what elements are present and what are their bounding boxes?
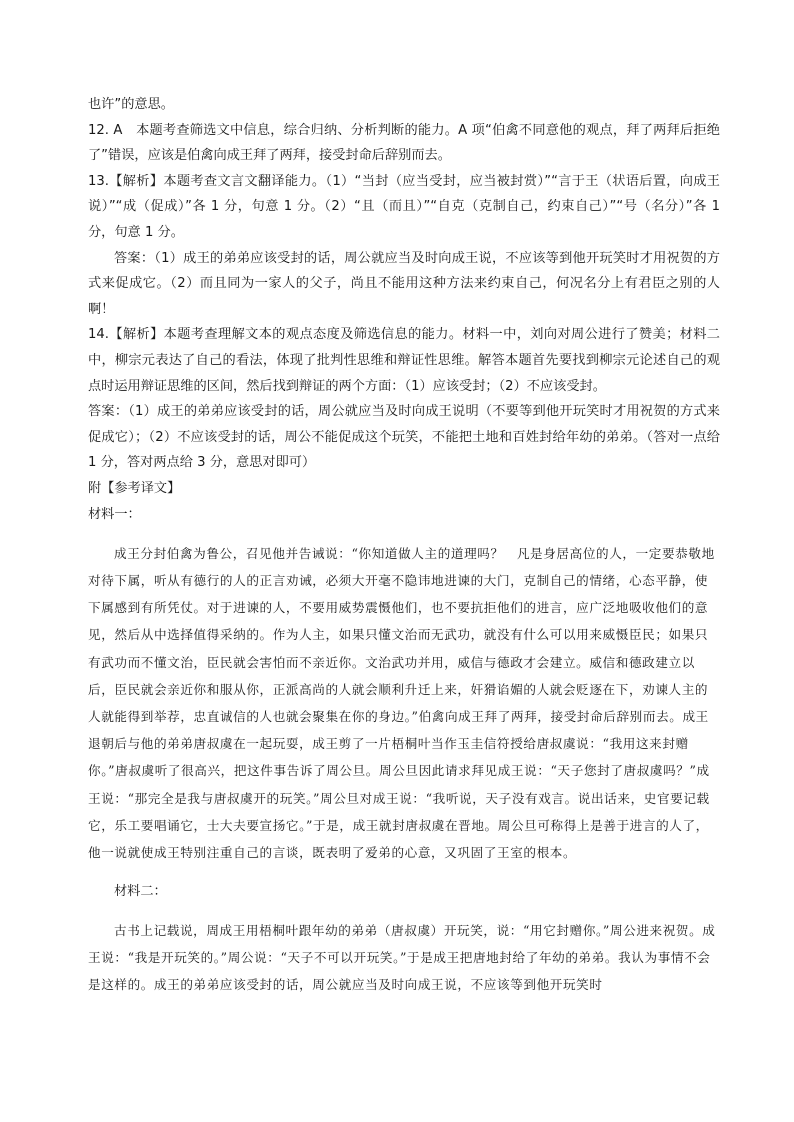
question-13-analysis: 13.【解析】本题考查文言文翻译能力。（1）“当封（应当受封，应当被封赏）”“言于王（状语后置，向成王说）”“成（促成）”各 1 分，句意 1 分。（2）“且（而且）”“自克（克制自己，约束自己）”“号（名分）”各 1 分，句意 1 分。 (88, 173, 720, 240)
document-page (88, 92, 720, 1011)
material-one-label: 材料一： (88, 506, 141, 522)
question-12-answer: 12. A 本题考查筛选文中信息，综合归纳、分析判断的能力。A 项“伯禽不同意他的观点，拜了两拜后拒绝了”错误，应该是伯禽向成王拜了两拜，接受封命后辞别而去。 (88, 122, 720, 164)
question-13-answer: 答案：（1）成王的弟弟应该受封的话，周公就应当及时向成王说，不应该等到他开玩笑时才用祝贺的方式来促成它。（2）而且同为一家人的父子，尚且不能用这种方法来约束自己，何况名分上有君臣之别的人啊！ (88, 250, 720, 317)
material-two-translation: 古书上记载说，周成王用梧桐叶跟年幼的弟弟（唐叔虞）开玩笑，说：“用它封赠你。”周公进来祝贺。成王说：“我是开玩笑的。”周公说：“天子不可以开玩笑。”于是成王把唐地封给了年幼的弟弟。我认为事情不会是这样的。成王的弟弟应该受封的话，周公就应当及时向成王说，不应该等到他开玩笑时 (88, 922, 716, 993)
question-14-analysis: 14.【解析】本题考查理解文本的观点态度及筛选信息的能力。材料一中，刘向对周公进行了赞美；材料二中，柳宗元表达了自己的看法，体现了批判性思维和辩证性思维。解答本题首先要找到柳宗元论述自己的观点时运用辩证思维的区间，然后找到辩证的两个方面：（1）应该受封；（2）不应该受封。 (88, 327, 720, 394)
material-one-translation: 成王分封伯禽为鲁公，召见他并告诫说：“你知道做人主的道理吗？ 凡是身居高位的人，一定要恭敬地对待下属，听从有德行的人的正言劝诫，必须大开毫不隐讳地进谏的大门，克制自己的情绪，心态平静，使下属感到有所凭仗。对于进谏的人，不要用威势震慑他们，也不要抗拒他们的进言，应广泛地吸收他们的意见，然后从中选择值得采纳的。作为人主，如果只懂文治而无武功，就没有什么可以用来威慑臣民；如果只有武功而不懂文治，臣民就会害怕而不亲近你。文治武功并用，威信与德政才会建立。威信和德政建立以后，臣民就会亲近你和服从你，正派高尚的人就会顺利升迁上来，奸猾谄媚的人就会贬逐在下，劝谏人主的人就能得到举荐，忠直诚信的人也就会聚集在你的身边。”伯禽向成王拜了两拜，接受封命后辞别而去。成王退朝后与他的弟弟唐叔虞在一起玩耍，成王剪了一片梧桐叶当作玉圭信符授给唐叔虞说：“我用这来封赠你。”唐叔虞听了很高兴，把这件事告诉了周公旦。周公旦因此请求拜见成王说：“天子您封了唐叔虞吗？”成王说：“那完全是我与唐叔虞开的玩笑。”周公旦对成王说：“我听说，天子没有戏言。说出话来，史官要记载它，乐工要唱诵它，士大夫要宣扬它。”于是，成王就封唐叔虞在晋地。周公旦可称得上是善于进言的人了，他一说就使成王特别注重自己的言谈，既表明了爱弟的心意，又巩固了王室的根本。 (88, 545, 715, 860)
question-14-answer: 答案：（1）成王的弟弟应该受封的话，周公就应当及时向成王说明（不要等到他开玩笑时才用祝贺的方式来促成它）；（2）不应该受封的话，周公不能促成这个玩笑，不能把土地和百姓封给年幼的弟弟。（答对一点给 1 分，答对两点给 3 分，意思对即可） (88, 404, 720, 471)
material-two-label: 材料二： (114, 883, 167, 899)
answer-continuation: 也许”的意思。 (88, 97, 174, 112)
translation-heading: 附【参考译文】 (88, 480, 181, 496)
